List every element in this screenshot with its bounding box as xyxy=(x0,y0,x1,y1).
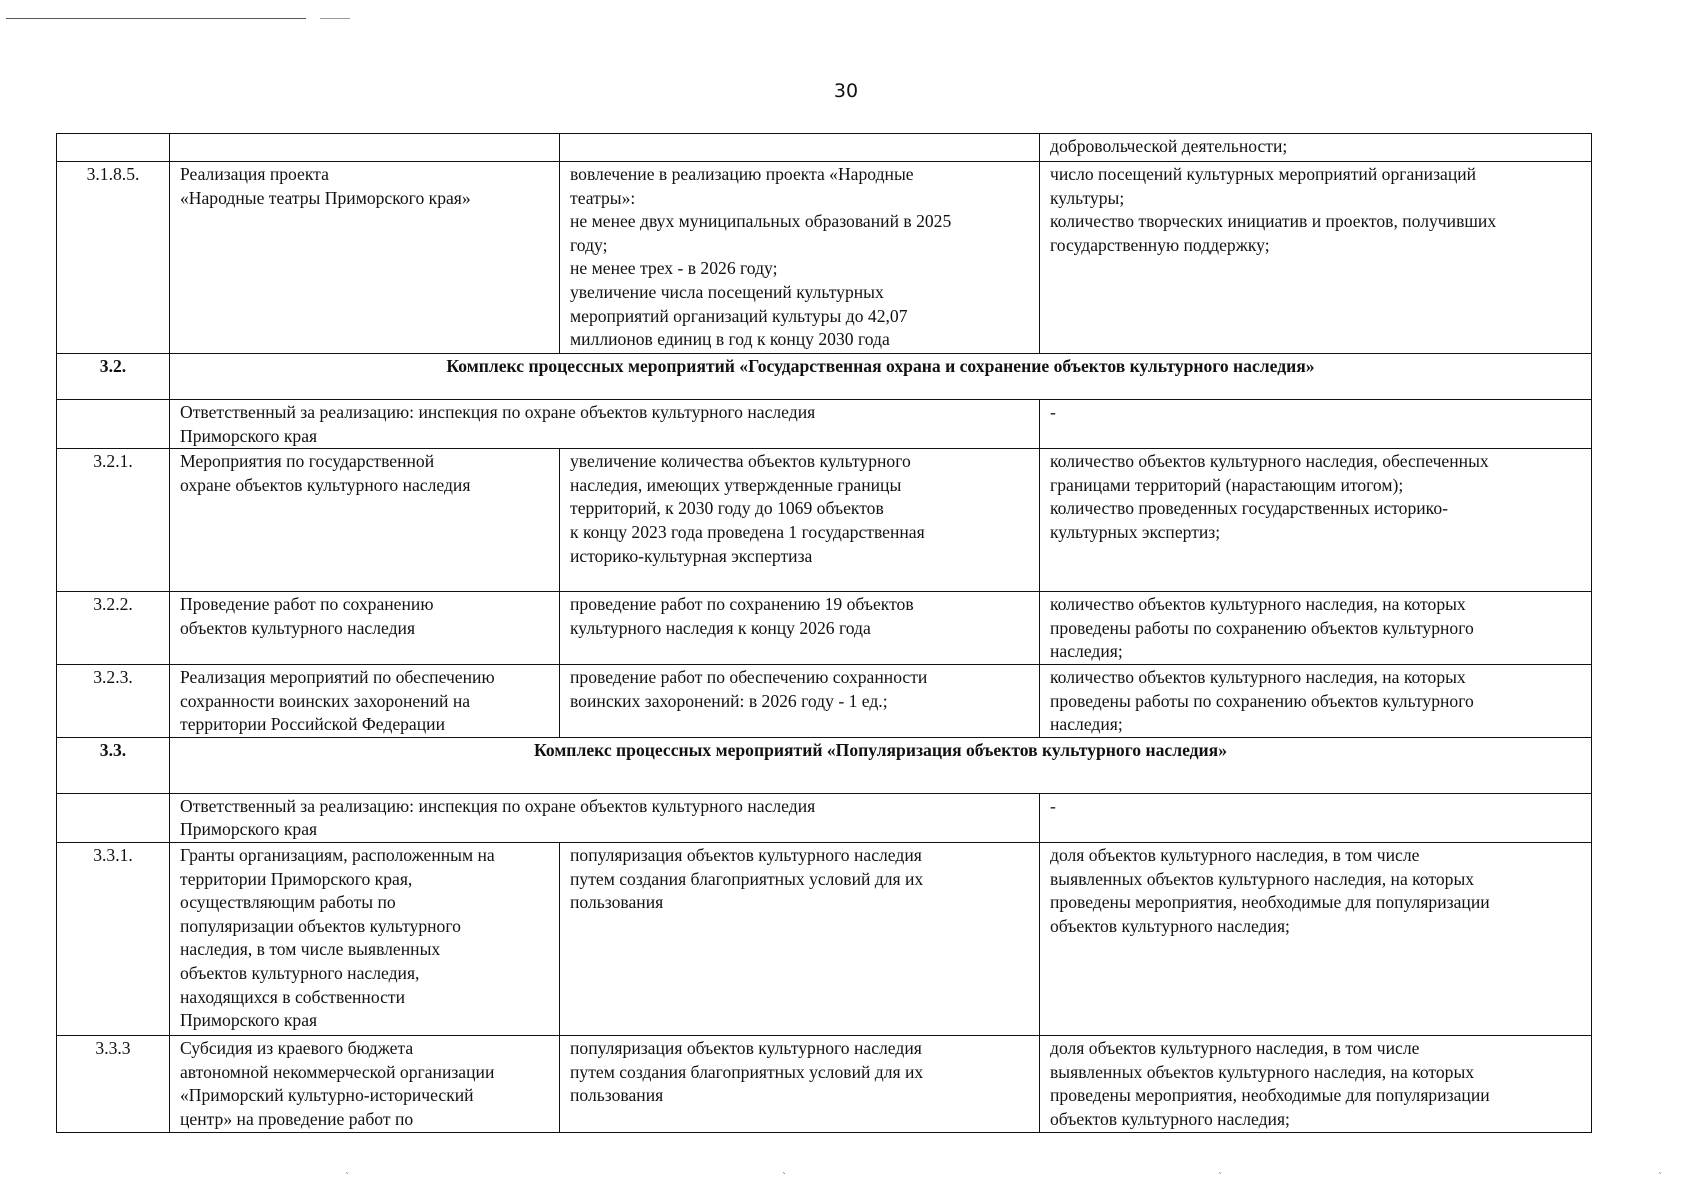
scan-mark: ` xyxy=(345,1172,350,1183)
indicator-line: объектов культурного наследия; xyxy=(1050,1108,1290,1129)
indicator-line: количество объектов культурного наследия, обеспеченных xyxy=(1050,451,1489,472)
scan-artifact-line xyxy=(6,18,306,19)
table-row xyxy=(57,592,1592,665)
expected-result-line: не менее двух муниципальных образований в 2025 xyxy=(570,211,952,232)
measure-name-line: Приморского края xyxy=(180,1010,318,1031)
indicator-line: границами территорий (нарастающим итогом); xyxy=(1050,474,1404,495)
measure-name-cell xyxy=(170,162,560,354)
responsible-text-line: Приморского края xyxy=(180,425,318,446)
indicator-line: доля объектов культурного наследия, в том числе xyxy=(1050,1037,1420,1058)
page-number: 30 xyxy=(833,80,859,102)
measure-name-cell xyxy=(170,664,560,737)
section-header-row xyxy=(57,737,1592,793)
expected-result-line: театры»: xyxy=(570,187,636,208)
measure-name-line: находящихся в собственности xyxy=(180,986,405,1007)
expected-result-line: проведение работ по обеспечению сохранности xyxy=(570,666,928,687)
expected-result-line: не менее трех - в 2026 году; xyxy=(570,258,778,279)
expected-result-cell xyxy=(560,449,1040,592)
expected-result-line: популяризация объектов культурного наследия xyxy=(570,1037,922,1058)
measure-name-line: объектов культурного наследия xyxy=(180,617,416,638)
responsible-row xyxy=(57,400,1592,449)
measure-name-cell xyxy=(170,134,560,162)
expected-result-line: наследия, имеющих утвержденные границы xyxy=(570,474,902,495)
expected-result-line: историко-культурная экспертиза xyxy=(570,545,813,566)
section-header-row xyxy=(57,354,1592,400)
measure-name-cell xyxy=(170,842,560,1035)
expected-result-line: воинских захоронений: в 2026 году - 1 ед.; xyxy=(570,690,888,711)
expected-result-line: путем создания благоприятных условий для их xyxy=(570,868,924,889)
measure-name-line: охране объектов культурного наследия xyxy=(180,474,471,495)
indicator-line: количество проведенных государственных историко- xyxy=(1050,498,1448,519)
measure-name-line: территории Приморского края, xyxy=(180,868,413,889)
item-number-cell: 3.2.1. xyxy=(57,449,170,592)
responsible-text-cell xyxy=(170,400,1040,449)
indicator-cell xyxy=(1040,1035,1592,1132)
item-number-cell: 3.3.3 xyxy=(57,1035,170,1132)
indicator-line: добровольческой деятельности; xyxy=(1050,136,1288,156)
item-number-cell: 3.1.8.5. xyxy=(57,162,170,354)
expected-result-line: вовлечение в реализацию проекта «Народные xyxy=(570,164,914,184)
table-row xyxy=(57,1035,1592,1132)
measure-name-cell xyxy=(170,449,560,592)
empty-number-cell xyxy=(57,793,170,842)
measure-name-line: Реализация проекта xyxy=(180,164,329,184)
indicator-cell xyxy=(1040,664,1592,737)
responsible-text-line: Приморского края xyxy=(180,819,318,840)
responsible-text-line: Ответственный за реализацию: инспекция по охране объектов культурного наследия xyxy=(180,795,816,816)
measure-name-line: Реализация мероприятий по обеспечению xyxy=(180,666,495,687)
scan-mark: ` xyxy=(1218,1172,1223,1183)
indicator-line: государственную поддержку; xyxy=(1050,234,1270,255)
responsible-text-line: Ответственный за реализацию: инспекция по охране объектов культурного наследия xyxy=(180,402,816,422)
section-title: Комплекс процессных мероприятий «Популяризация объектов культурного наследия» xyxy=(170,737,1592,793)
responsible-value-cell: - xyxy=(1040,793,1592,842)
indicator-cell xyxy=(1040,449,1592,592)
item-number-cell: 3.2.3. xyxy=(57,664,170,737)
measure-name-line: сохранности воинских захоронений на xyxy=(180,690,471,711)
measure-name-line: наследия, в том числе выявленных xyxy=(180,939,441,960)
expected-result-line: увеличение количества объектов культурного xyxy=(570,451,911,472)
expected-result-line: мероприятий организаций культуры до 42,07 xyxy=(570,305,908,326)
indicator-line: число посещений культурных мероприятий организаций xyxy=(1050,164,1477,184)
table-row xyxy=(57,842,1592,1035)
scan-artifact-line xyxy=(320,18,350,19)
measure-name-line: объектов культурного наследия, xyxy=(180,962,420,983)
expected-result-line: к концу 2023 года проведена 1 государственная xyxy=(570,521,925,542)
empty-number-cell xyxy=(57,400,170,449)
table-row xyxy=(57,449,1592,592)
expected-result-line: культурного наследия к концу 2026 года xyxy=(570,617,871,638)
expected-result-line: популяризация объектов культурного наследия xyxy=(570,844,922,865)
indicator-line: выявленных объектов культурного наследия, на которых xyxy=(1050,868,1475,889)
item-number-cell xyxy=(57,134,170,162)
indicator-line: проведены работы по сохранению объектов культурного xyxy=(1050,617,1474,638)
expected-result-cell xyxy=(560,842,1040,1035)
indicator-line: количество творческих инициатив и проектов, получивших xyxy=(1050,211,1497,232)
expected-result-line: путем создания благоприятных условий для их xyxy=(570,1061,924,1082)
table-row xyxy=(57,134,1592,162)
expected-result-line: году; xyxy=(570,234,608,255)
indicator-cell xyxy=(1040,134,1592,162)
responsible-text-cell xyxy=(170,793,1040,842)
measure-name-line: территории Российской Федерации xyxy=(180,714,445,735)
indicator-line: проведены работы по сохранению объектов культурного xyxy=(1050,690,1474,711)
indicator-line: культурных экспертиз; xyxy=(1050,521,1221,542)
indicator-cell xyxy=(1040,162,1592,354)
measure-name-line: «Народные театры Приморского края» xyxy=(180,187,471,208)
expected-result-cell xyxy=(560,1035,1040,1132)
indicator-cell xyxy=(1040,592,1592,665)
measure-name-line: популяризации объектов культурного xyxy=(180,915,461,936)
expected-result-line: миллионов единиц в год к концу 2030 года xyxy=(570,329,890,350)
expected-result-line: пользования xyxy=(570,1085,664,1106)
measure-name-line: осуществляющим работы по xyxy=(180,892,396,913)
item-number-cell: 3.2.2. xyxy=(57,592,170,665)
measure-name-line: Гранты организациям, расположенным на xyxy=(180,844,495,865)
measure-name-cell xyxy=(170,1035,560,1132)
responsible-value-cell: - xyxy=(1040,400,1592,449)
expected-result-line: пользования xyxy=(570,892,664,913)
section-number: 3.2. xyxy=(57,354,170,400)
indicator-line: проведены мероприятия, необходимые для популяризации xyxy=(1050,1085,1490,1106)
indicator-line: проведены мероприятия, необходимые для популяризации xyxy=(1050,892,1490,913)
section-title: Комплекс процессных мероприятий «Государственная охрана и сохранение объектов культурного наследия» xyxy=(170,354,1592,400)
indicator-line: культуры; xyxy=(1050,187,1125,208)
expected-result-line: территорий, к 2030 году до 1069 объектов xyxy=(570,498,884,519)
table-row xyxy=(57,162,1592,354)
table-row xyxy=(57,664,1592,737)
indicator-line: выявленных объектов культурного наследия, на которых xyxy=(1050,1061,1475,1082)
expected-result-line: увеличение числа посещений культурных xyxy=(570,281,884,302)
measures-table xyxy=(56,133,1592,1133)
indicator-line: количество объектов культурного наследия, на которых xyxy=(1050,594,1466,615)
indicator-line: доля объектов культурного наследия, в том числе xyxy=(1050,844,1420,865)
measure-name-line: «Приморский культурно-исторический xyxy=(180,1085,474,1106)
measure-name-cell xyxy=(170,592,560,665)
expected-result-cell xyxy=(560,592,1040,665)
scan-mark: ` xyxy=(782,1172,787,1183)
measure-name-line: Мероприятия по государственной xyxy=(180,451,435,472)
expected-result-cell xyxy=(560,162,1040,354)
indicator-line: объектов культурного наследия; xyxy=(1050,915,1290,936)
indicator-line: количество объектов культурного наследия, на которых xyxy=(1050,666,1466,687)
indicator-line: наследия; xyxy=(1050,714,1123,735)
expected-result-line: проведение работ по сохранению 19 объектов xyxy=(570,594,914,615)
measure-name-line: автономной некоммерческой организации xyxy=(180,1061,495,1082)
expected-result-cell xyxy=(560,664,1040,737)
indicator-cell xyxy=(1040,842,1592,1035)
measure-name-line: Проведение работ по сохранению xyxy=(180,594,434,615)
table-body xyxy=(57,134,1592,1133)
scan-mark: ` xyxy=(1658,1172,1663,1183)
section-number: 3.3. xyxy=(57,737,170,793)
indicator-line: наследия; xyxy=(1050,641,1123,662)
measure-name-line: Субсидия из краевого бюджета xyxy=(180,1037,414,1058)
measure-name-line: центр» на проведение работ по xyxy=(180,1108,414,1129)
expected-result-cell xyxy=(560,134,1040,162)
responsible-row xyxy=(57,793,1592,842)
item-number-cell: 3.3.1. xyxy=(57,842,170,1035)
